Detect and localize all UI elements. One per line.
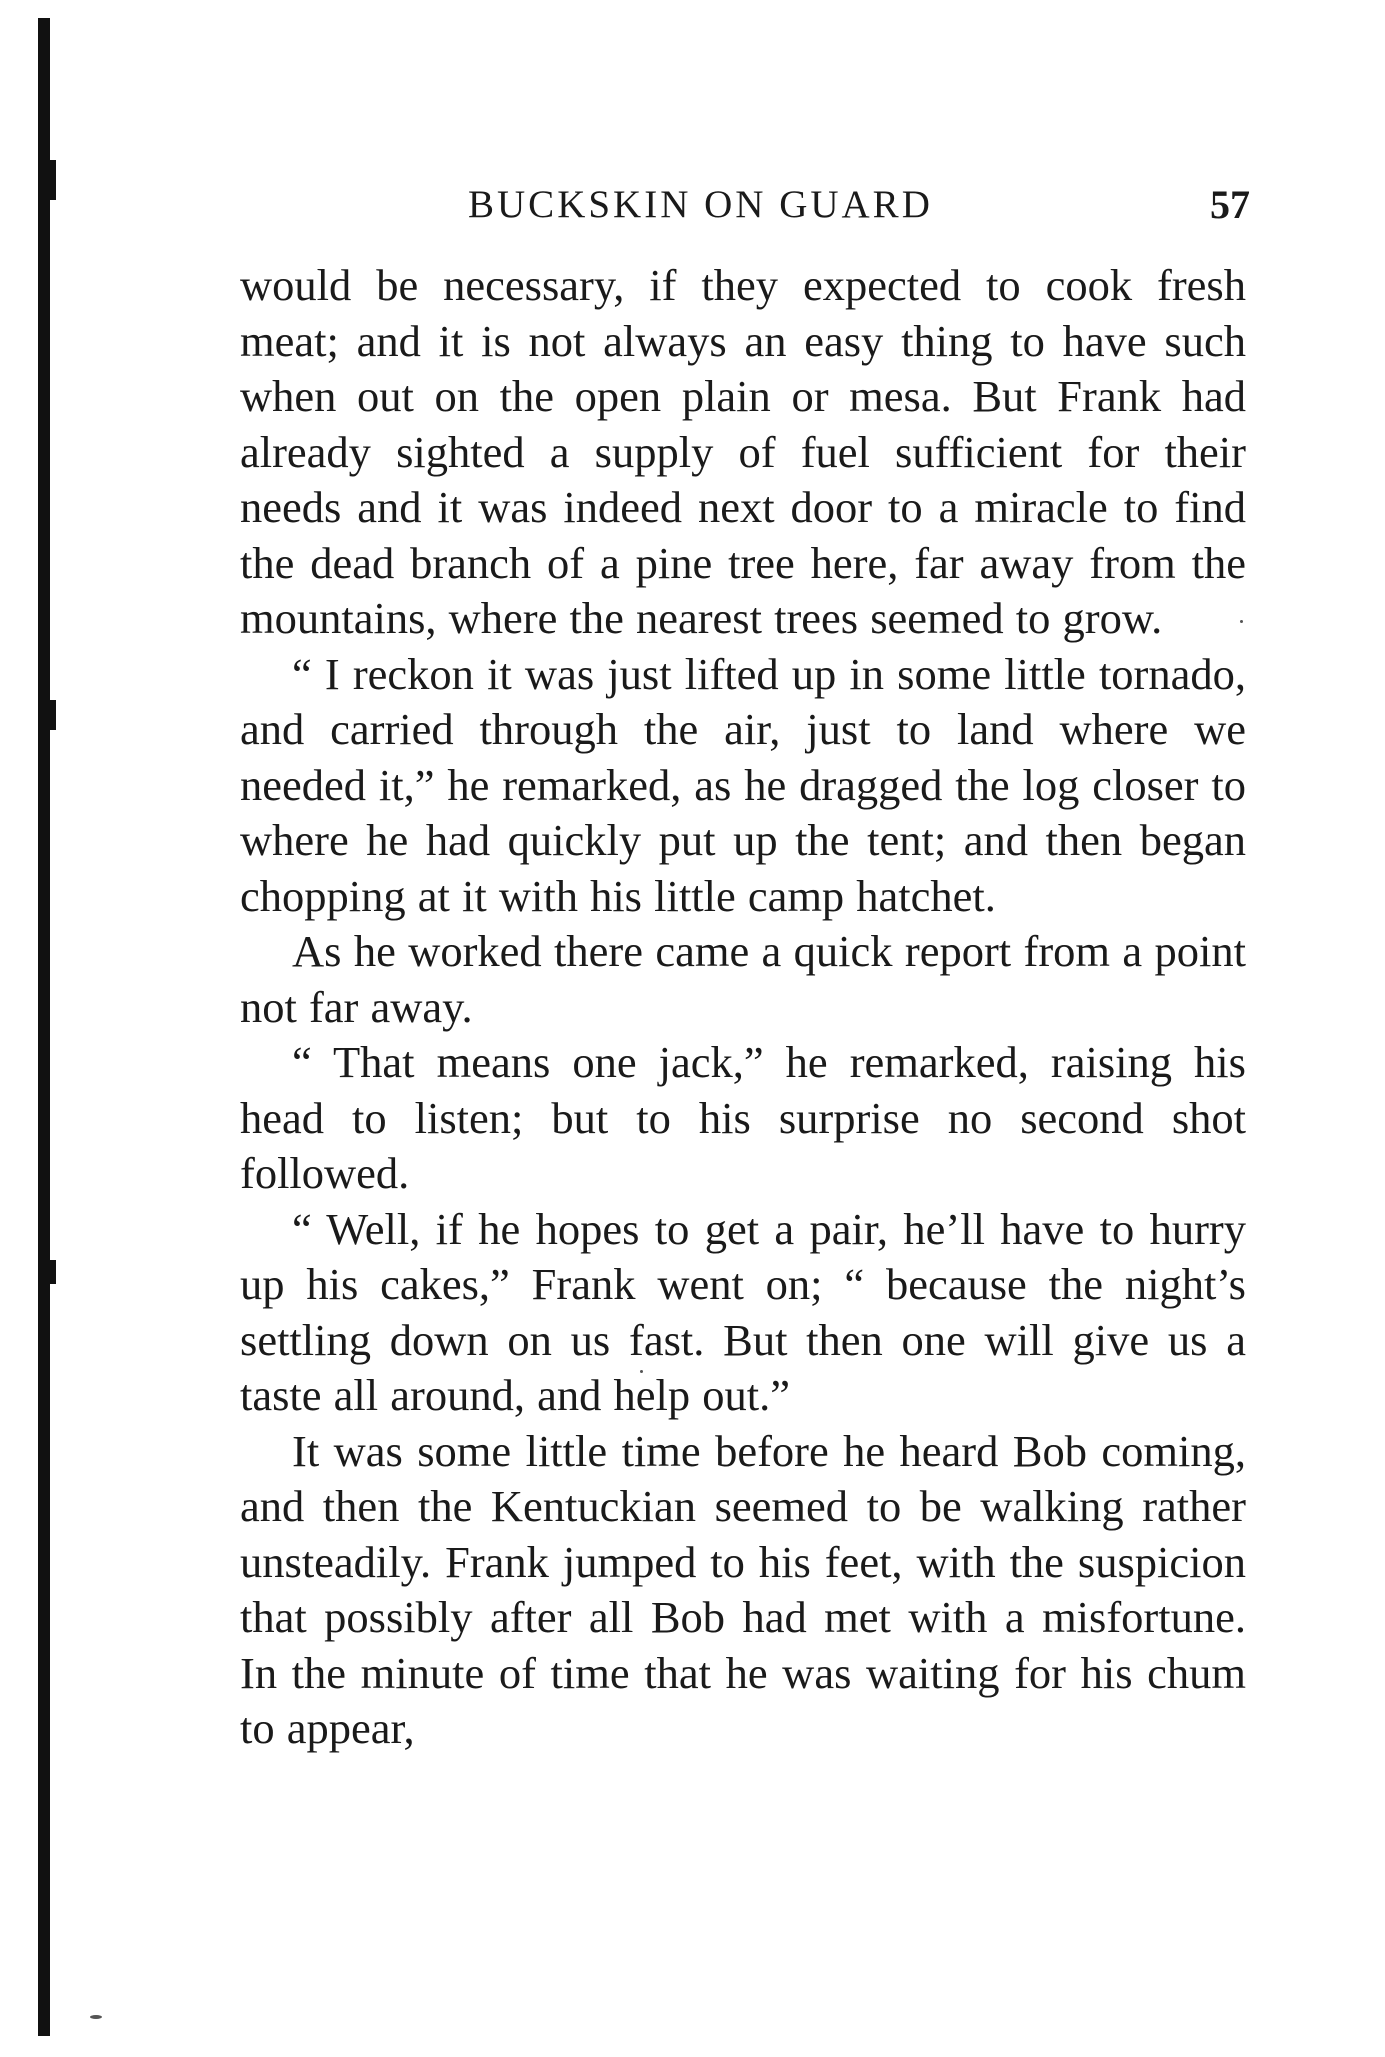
body-text: [240, 258, 1246, 1757]
paragraph: “ Well, if he hopes to get a pair, he’ll have to hurry up his cakes,” Frank went on; “ because the night’s settling down on us fast. But then one will give us a taste all around, and help out.”: [240, 1203, 1246, 1420]
paragraph: “ I reckon it was just lifted up in some little tornado, and carried through the air, just to land where we needed it,” he remarked, as he dragged the log closer to where he had quickly put up the tent; and then began chopping at it with his little camp hatchet.: [240, 648, 1246, 921]
paragraph: “ That means one jack,” he remarked, raising his head to listen; but to his surprise no second shot followed.: [240, 1037, 1246, 1198]
running-head: BUCKSKIN ON GUARD: [468, 183, 933, 226]
page-header: [240, 175, 1260, 235]
spine-notch: [50, 160, 56, 200]
spine-notch: [50, 700, 56, 730]
scan-speck: [90, 2015, 102, 2019]
paragraph: It was some little time before he heard Bob coming, and then the Kentuckian seemed to be walking rather unsteadily. Frank jumped to his feet, with the suspicion that possibly after all Bob had met with a misfortune. In the minute of time that he was waiting for his chum to appear,: [240, 1425, 1246, 1753]
page-number: 57: [1210, 182, 1250, 227]
book-spine-edge: [38, 18, 50, 2036]
paragraph: would be necessary, if they expected to cook fresh meat; and it is not always an easy thing to have such when out on the open plain or mesa. But Frank had already sighted a supply of fuel sufficient for their needs and it was indeed next door to a miracle to find the dead branch of a pine tree here, far away from the mountains, where the nearest trees seemed to grow.: [240, 260, 1246, 643]
spine-notch: [50, 1260, 56, 1284]
paragraph: As he worked there came a quick report from a point not far away.: [240, 926, 1246, 1032]
